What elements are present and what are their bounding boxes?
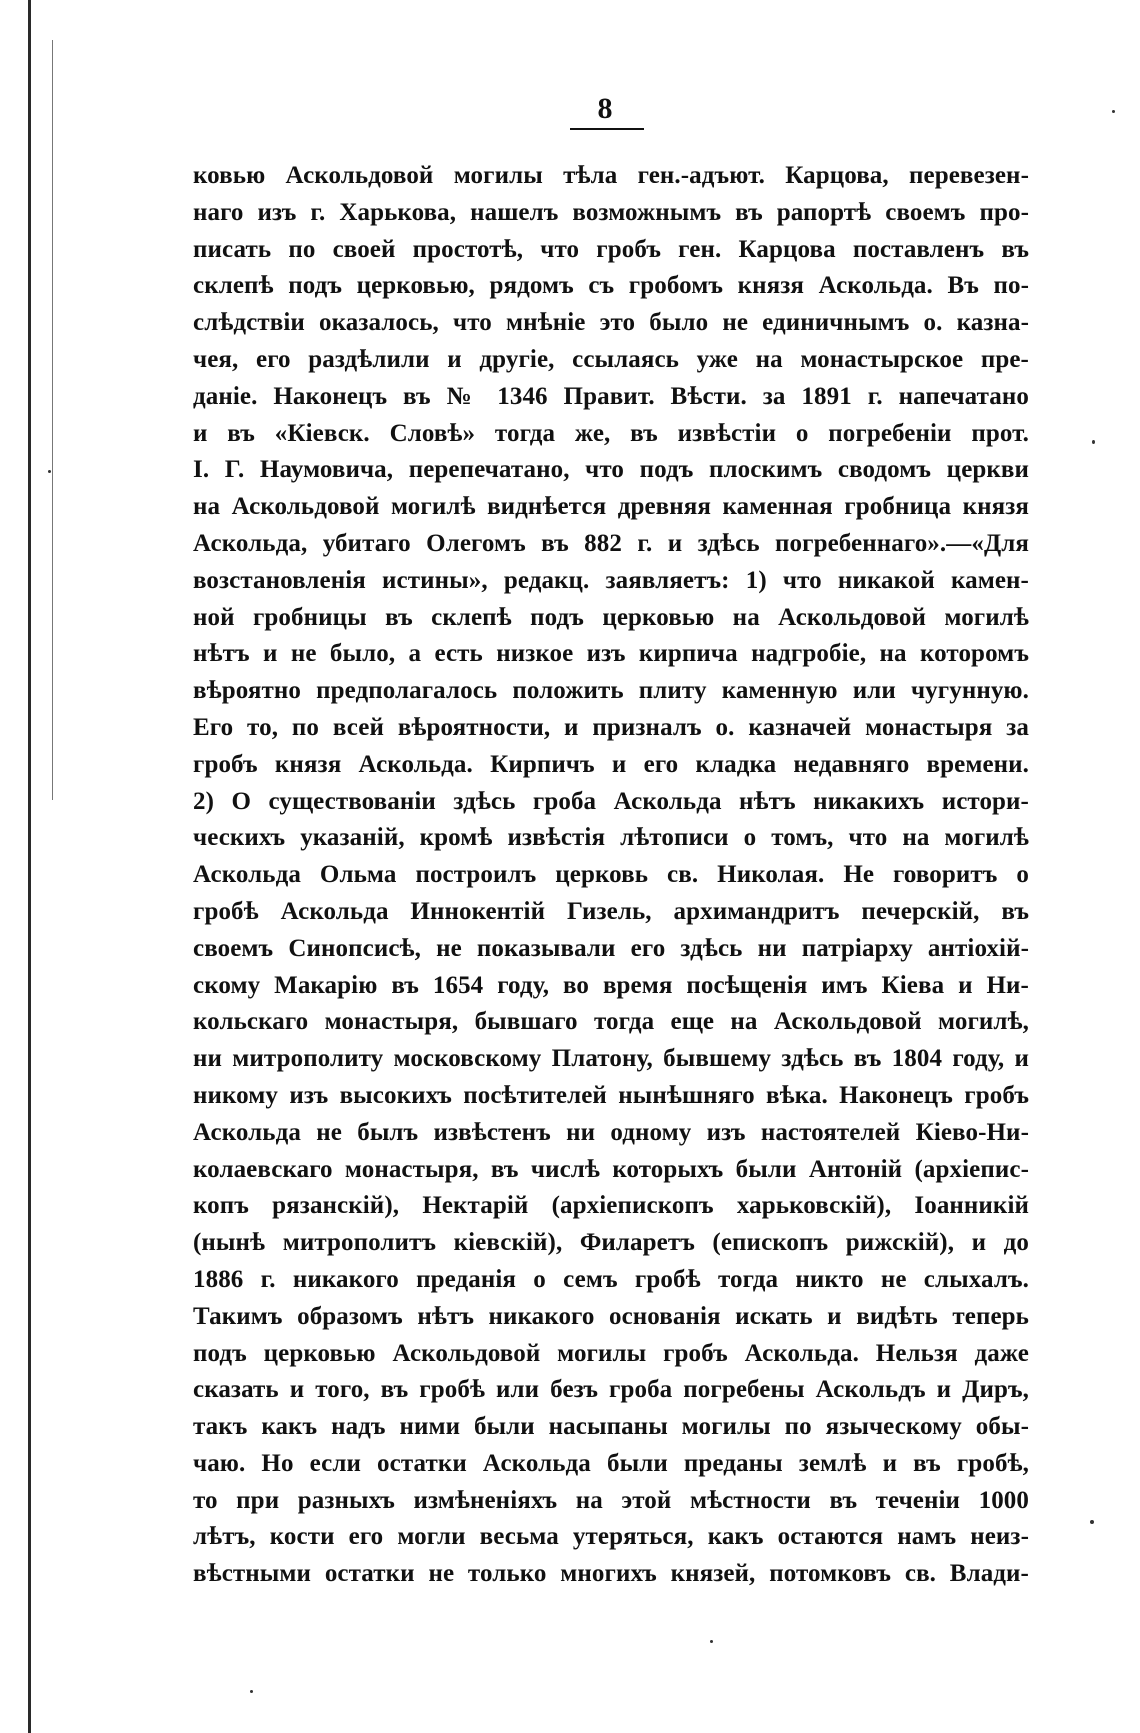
text-line: и въ «Кіевск. Словѣ» тогда же, въ извѣстіи о погребеніи прот. [193, 419, 1029, 447]
text-line: Аскольда, убитаго Олегомъ въ 882 г. и здѣсь погребеннаго».—«Для [193, 529, 1029, 557]
text-line: наго изъ г. Харькова, нашелъ возможнымъ въ рапортѣ своемъ про- [193, 198, 1029, 226]
text-line: подъ церковью Аскольдовой могилы гробъ Аскольда. Нельзя даже [193, 1339, 1029, 1367]
text-line: ческихъ указаній, кромѣ извѣстія лѣтописи о томъ, что на могилѣ [193, 824, 1029, 852]
text-line: Его то, по всей вѣроятности, и призналъ о. казначей монастыря за [193, 713, 1029, 741]
scan-margin-line [28, 0, 31, 1733]
text-line: 1886 г. никакого преданія о семъ гробѣ тогда никто не слыхалъ. [193, 1265, 1029, 1293]
text-line: даніе. Наконецъ въ № 1346 Правит. Вѣсти. за 1891 г. напечатано [193, 382, 1029, 410]
scan-speck [710, 1640, 713, 1643]
page-number: 8 [597, 92, 613, 125]
text-line: склепѣ подъ церковью, рядомъ съ гробомъ князя Аскольда. Въ по- [193, 272, 1029, 300]
text-line: ни митрополиту московскому Платону, бывшему здѣсь въ 1804 году, и [193, 1045, 1029, 1073]
scan-speck [250, 1690, 253, 1693]
text-line: лѣтъ, кости его могли весьма утеряться, какъ остаются намъ неиз- [193, 1523, 1029, 1551]
text-line: вѣстными остатки не только многихъ князей, потомковъ св. Влади- [193, 1560, 1029, 1588]
text-line: Аскольда не былъ извѣстенъ ни одному изъ настоятелей Кіево-Ни- [193, 1118, 1029, 1146]
scan-speck [1090, 1520, 1094, 1524]
text-line: І. Г. Наумовича, перепечатано, что подъ плоскимъ сводомъ церкви [193, 456, 1029, 484]
scan-margin-line-thin [52, 40, 53, 800]
text-line: гробѣ Аскольда Иннокентій Гизель, архимандритъ печерскій, въ [193, 897, 1029, 925]
text-line: на Аскольдовой могилѣ виднѣется древняя каменная гробница князя [193, 493, 1029, 521]
text-line: 2) О существованіи здѣсь гроба Аскольда нѣтъ никакихъ истори- [193, 787, 1029, 815]
text-line: (нынѣ митрополитъ кіевскій), Филаретъ (епископъ рижскій), и до [193, 1229, 1029, 1257]
page-number-underline [570, 128, 644, 130]
text-line: скому Макарію въ 1654 году, во время посѣщенія имъ Кіева и Ни- [193, 971, 1029, 999]
text-line: писать по своей простотѣ, что гробъ ген. Карцова поставленъ въ [193, 235, 1029, 263]
scan-speck [1112, 110, 1115, 113]
text-line: чаю. Но если остатки Аскольда были преданы землѣ и въ гробѣ, [193, 1449, 1029, 1477]
text-line: чея, его раздѣлили и другіе, ссылаясь уже на монастырское пре- [193, 345, 1029, 373]
body-text [193, 158, 1029, 1593]
text-line: своемъ Синопсисѣ, не показывали его здѣсь ни патріарху антіохій- [193, 934, 1029, 962]
text-line: слѣдствіи оказалось, что мнѣніе это было не единичнымъ о. казна- [193, 309, 1029, 337]
text-line: ковью Аскольдовой могилы тѣла ген.-адъют. Карцова, перевезен- [193, 162, 1029, 189]
text-line: то при разныхъ измѣненіяхъ на этой мѣстности въ теченіи 1000 [193, 1486, 1029, 1514]
text-line: кольскаго монастыря, бывшаго тогда еще на Аскольдовой могилѣ, [193, 1008, 1029, 1036]
text-line: колаевскаго монастыря, въ числѣ которыхъ были Антоній (архіепис- [193, 1155, 1029, 1183]
text-line: такъ какъ надъ ними были насыпаны могилы по языческому обы- [193, 1413, 1029, 1441]
scan-speck [48, 470, 51, 473]
text-line: возстановленія истины», редакц. заявляетъ: 1) что никакой камен- [193, 566, 1029, 594]
text-line: Такимъ образомъ нѣтъ никакого основанія искать и видѣть теперь [193, 1302, 1029, 1330]
text-line: нѣтъ и не было, а есть низкое изъ кирпича надгробіе, на которомъ [193, 640, 1029, 668]
text-line: гробъ князя Аскольда. Кирпичъ и его кладка недавняго времени. [193, 750, 1029, 778]
text-line: ной гробницы въ склепѣ подъ церковью на Аскольдовой могилѣ [193, 603, 1029, 631]
text-line: вѣроятно предполагалось положить плиту каменную или чугунную. [193, 677, 1029, 705]
text-line: копъ рязанскій), Нектарій (архіепископъ харьковскій), Іоанникій [193, 1192, 1029, 1220]
scan-speck [1092, 440, 1095, 444]
text-line: сказать и того, въ гробѣ или безъ гроба погребены Аскольдъ и Диръ, [193, 1376, 1029, 1404]
text-line: никому изъ высокихъ посѣтителей нынѣшняго вѣка. Наконецъ гробъ [193, 1081, 1029, 1109]
text-line: Аскольда Ольма построилъ церковь св. Николая. Не говоритъ о [193, 861, 1029, 889]
